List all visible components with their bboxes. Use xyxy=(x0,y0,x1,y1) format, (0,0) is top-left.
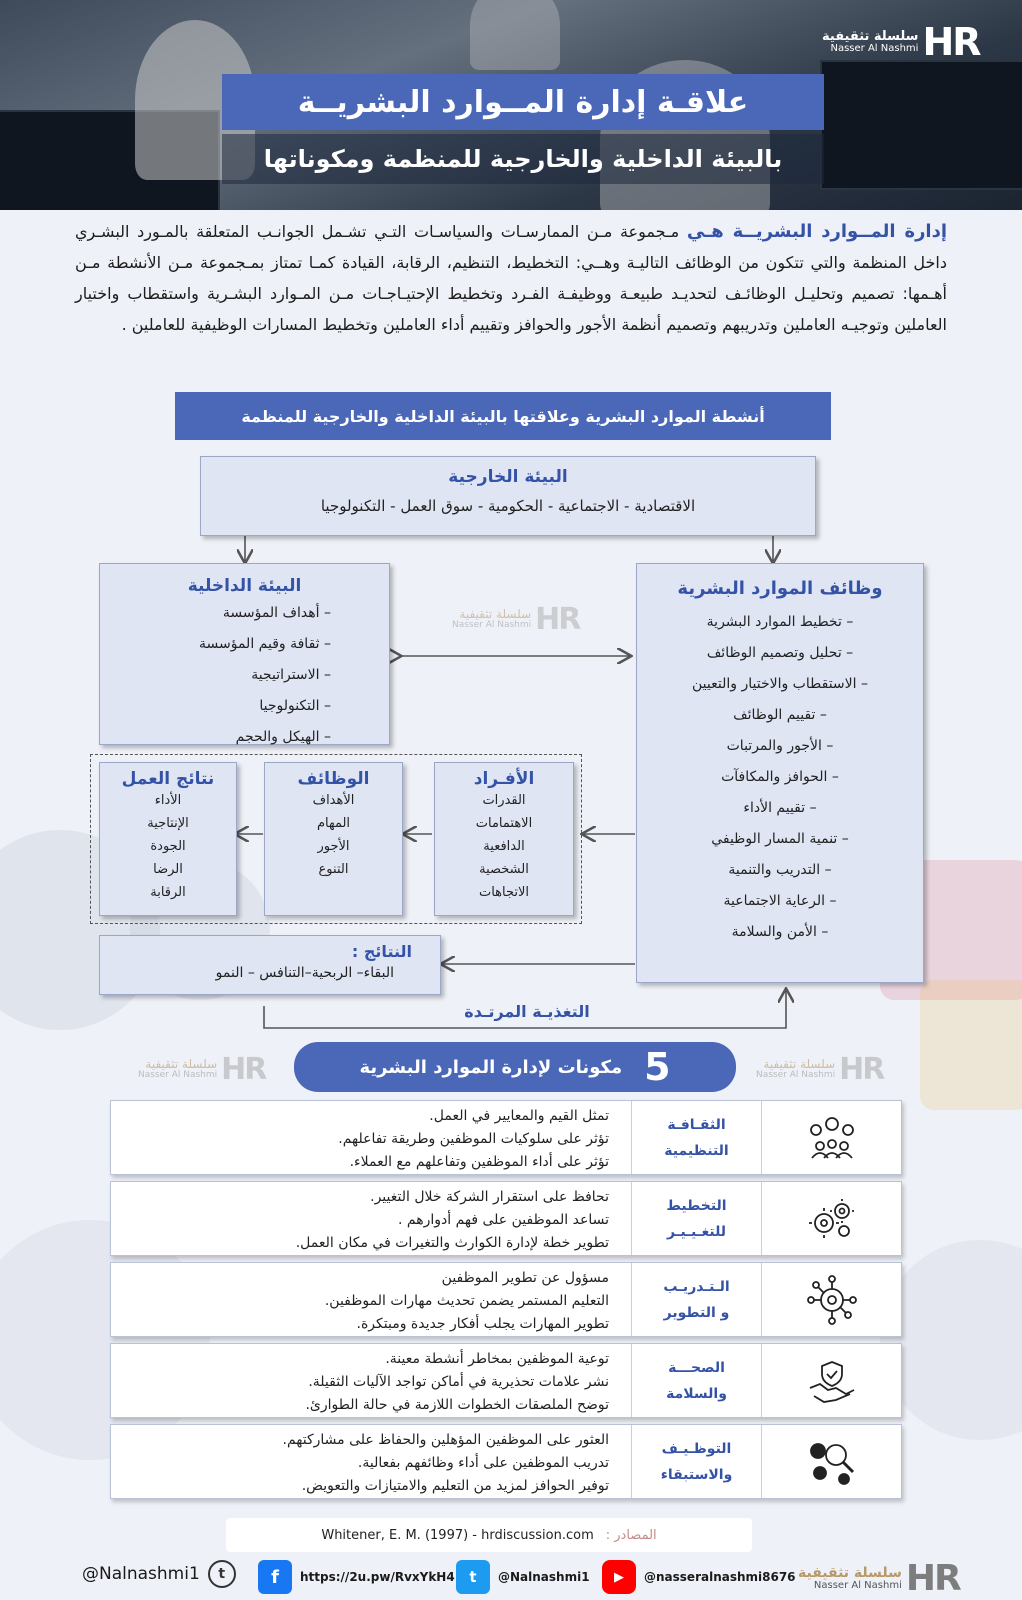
description-line: التعليم المستمر يضمن تحديث مهارات الموظفين. xyxy=(324,1293,609,1309)
component-name xyxy=(631,1101,761,1174)
list-item: – الأمن والسلامة xyxy=(731,924,829,940)
brand-english: Nasser Al Nashmi xyxy=(756,1070,836,1081)
instagram-handle[interactable]: @Nalnashmi1 xyxy=(82,1564,200,1584)
list-item: الاتجاهات xyxy=(478,885,530,900)
list-item: الرضا xyxy=(153,862,183,877)
twitter-handle[interactable]: @Nalnashmi1 xyxy=(498,1570,590,1584)
component-row xyxy=(110,1424,902,1499)
components-number: 5 xyxy=(644,1045,671,1089)
individuals-box xyxy=(434,762,574,916)
work-results-title: نتائج العمل xyxy=(121,769,215,789)
description-line: تؤثر على أداء الموظفين وتفاعلهم مع العملاء. xyxy=(349,1154,609,1170)
name-line: التوظـيـف xyxy=(661,1440,732,1457)
results-items: البقاء– الربحية–التنافس – النمو xyxy=(215,965,394,981)
description-line: تؤثر على سلوكيات الموظفين وطريقة تفاعلهم. xyxy=(338,1131,609,1147)
name-line: والسلامة xyxy=(666,1385,727,1402)
description-line: العثور على الموظفين المؤهلين والحفاظ على مشاركتهم. xyxy=(282,1432,609,1448)
brand-logo-watermark xyxy=(756,1052,883,1087)
list-item: – الهيكل والحجم xyxy=(235,729,331,745)
list-item: الدافعية xyxy=(483,839,525,854)
name-line: للتغـيـيـر xyxy=(666,1223,727,1240)
jobs-box xyxy=(264,762,403,916)
list-item: – تنمية المسار الوظيفي xyxy=(711,831,849,847)
hr-logo-icon: HR xyxy=(839,1052,884,1087)
list-item: – ثقافة وقيم المؤسسة xyxy=(199,636,331,652)
list-item: – تقييم الأداء xyxy=(743,800,817,816)
instagram-link[interactable] xyxy=(82,1560,236,1588)
gears-icon xyxy=(761,1182,901,1255)
results-title: النتائج : xyxy=(351,942,412,961)
internal-title: البيئة الداخلية xyxy=(187,576,302,596)
list-item: – الأجور والمرتبات xyxy=(726,738,834,754)
name-line: والاستبقاء xyxy=(660,1466,733,1483)
components-title: مكونات لإدارة الموارد البشرية xyxy=(359,1056,623,1078)
list-item: – تخطيط الموارد البشرية xyxy=(706,614,854,630)
facebook-link[interactable] xyxy=(258,1560,455,1594)
description-line: توعية الموظفين بمخاطر أنشطة معينة. xyxy=(385,1351,609,1367)
intro-body: مـجموعة مـن الممارسـات والسياسـات التـي تشـمل الجوانـب المتعلقة بالمـورد البشـري داخل المنظمة والتي تتكون من الوظائف التاليـة وهــي: التخطيط، التنظيم، الرقابة، القيادة كمـا تمتاز بمـجموعة مـن الأنشطة مـن أهـمها: تصميم وتحليـل الوظائـف لتحديـد طبيعـة ووظيفـة الفـرد وتخطيط الإحتيـاجـات مـن المـوارد البشـرية واستقطاب واختيار العاملين وتوجيـه العاملين وتدريبهم وتصميم أنظمة الأجور والحوافز وتقييم أداء العاملين وتخطيط المسارات الوظيفية للعاملين . xyxy=(75,222,947,334)
component-description xyxy=(111,1344,631,1417)
search-gears-icon xyxy=(761,1425,901,1498)
list-item: الأداء xyxy=(154,793,182,808)
gear-network-icon xyxy=(761,1263,901,1336)
component-description xyxy=(111,1263,631,1336)
list-item: الشخصية xyxy=(479,862,529,877)
component-row xyxy=(110,1181,902,1256)
external-items: الاقتصادية - الاجتماعية - الحكومية - سوق العمل - التكنولوجيا xyxy=(320,497,696,515)
brand-logo-watermark xyxy=(452,602,579,637)
component-row xyxy=(110,1343,902,1418)
youtube-link[interactable] xyxy=(602,1560,796,1594)
list-item: القدرات xyxy=(482,793,526,808)
components-banner xyxy=(294,1042,736,1092)
page-title: علاقـة إدارة المــوارد البشريــة xyxy=(297,84,749,120)
page-subtitle: بالبيئة الداخلية والخارجية للمنظمة ومكوناتها xyxy=(263,145,783,173)
name-line: الـتـدريـب xyxy=(663,1278,730,1295)
sources-value: Whitener, E. M. (1997) - hrdiscussion.com xyxy=(321,1527,594,1543)
component-description xyxy=(111,1182,631,1255)
brand-arabic: سلسلة تثقيفية xyxy=(459,607,532,622)
hr-functions-box xyxy=(636,563,924,983)
component-row xyxy=(110,1262,902,1337)
people-network-icon xyxy=(761,1101,901,1174)
hr-logo-icon: HR xyxy=(905,1558,960,1599)
sources-bar xyxy=(226,1518,752,1552)
results-box xyxy=(99,935,441,995)
work-results-box xyxy=(99,762,237,916)
list-item: – أهداف المؤسسة xyxy=(222,605,331,621)
component-description xyxy=(111,1425,631,1498)
name-line: التخطيط xyxy=(666,1197,727,1214)
name-line: الصحـــة xyxy=(668,1359,725,1376)
list-item: الاهتمامات xyxy=(475,816,533,831)
description-line: مسؤول عن تطوير الموظفين xyxy=(441,1270,609,1286)
sources-label: المصادر : xyxy=(605,1527,657,1543)
intro-lead: إدارة المــوارد البشريــة هـي xyxy=(686,221,948,242)
hr-logo-icon: HR xyxy=(221,1052,266,1087)
name-line: و التطوير xyxy=(663,1304,730,1321)
brand-arabic: سلسلة تثقيفية xyxy=(763,1057,836,1072)
individuals-title: الأفـراد xyxy=(473,769,535,789)
list-item: – تحليل وتصميم الوظائف xyxy=(706,645,854,661)
brand-english: Nasser Al Nashmi xyxy=(452,620,532,631)
section-title: أنشطة الموارد البشرية وعلاقتها بالبيئة الداخلية والخارجية للمنظمة xyxy=(241,406,765,426)
handshake-shield-icon xyxy=(761,1344,901,1417)
facebook-icon: f xyxy=(258,1560,292,1594)
list-item: – الاستراتيجية xyxy=(251,667,331,683)
description-line: توفير الحوافز لمزيد من التعليم والامتيازات والتعويض. xyxy=(301,1478,609,1494)
hr-functions-items xyxy=(637,607,923,948)
brand-logo-watermark xyxy=(138,1052,265,1087)
list-item: – التدريب والتنمية xyxy=(728,862,832,878)
hr-functions-title: وظائف الموارد البشرية xyxy=(677,578,883,599)
brand-logo-footer xyxy=(798,1558,960,1599)
list-item: المهام xyxy=(316,816,351,831)
name-line: الثقـافـة xyxy=(667,1116,726,1133)
name-line: التنظيمية xyxy=(664,1142,729,1159)
list-item: الأهداف xyxy=(312,793,355,808)
brand-english: Nasser Al Nashmi xyxy=(138,1070,218,1081)
brand-english: Nasser Al Nashmi xyxy=(813,1579,902,1591)
list-item: – الحوافز والمكافآت xyxy=(721,769,839,785)
twitter-icon: t xyxy=(456,1560,490,1594)
external-environment-box xyxy=(200,456,816,536)
component-description xyxy=(111,1101,631,1174)
twitter-link[interactable] xyxy=(456,1560,590,1594)
footer xyxy=(0,1556,1022,1600)
feedback-label: التغذيـة المرتـدة xyxy=(464,1002,590,1021)
internal-environment-box xyxy=(99,563,390,745)
list-item: – الاستقطاب والاختيار والتعيين xyxy=(692,676,868,692)
description-line: تطوير المهارات يجلب أفكار جديدة ومبتكرة. xyxy=(356,1316,609,1332)
description-line: تطوير خطة لإدارة الكوارث والتغيرات في مكان العمل. xyxy=(295,1235,609,1251)
list-item: التنوع xyxy=(318,862,349,877)
component-name xyxy=(631,1182,761,1255)
brand-english: Nasser Al Nashmi xyxy=(830,42,919,54)
list-item: الجودة xyxy=(150,839,186,854)
hr-logo-icon: HR xyxy=(922,20,980,64)
component-name xyxy=(631,1344,761,1417)
list-item: الأجور xyxy=(317,839,350,854)
list-item: – تقييم الوظائف xyxy=(733,707,827,723)
description-line: تدريب الموظفين على أداء وظائفهم بفعالية. xyxy=(357,1455,609,1471)
list-item: – الرعاية الاجتماعية xyxy=(723,893,837,909)
description-line: توضح الملصقات الخطوات اللازمة في حالة الطوارئ. xyxy=(305,1397,609,1413)
component-row xyxy=(110,1100,902,1175)
component-name xyxy=(631,1263,761,1336)
brand-arabic: سلسلة تثقيفية xyxy=(798,1564,902,1581)
external-title: البيئة الخارجية xyxy=(448,467,568,487)
brand-arabic: سلسلة تثقيفية xyxy=(822,28,919,44)
description-line: تمثل القيم والمعايير في العمل. xyxy=(429,1108,609,1124)
list-item: – التكنولوجيا xyxy=(259,698,331,714)
youtube-handle[interactable]: @nasseralnashmi8676 xyxy=(644,1570,796,1584)
jobs-title: الوظائف xyxy=(297,769,370,789)
list-item: الرقابة xyxy=(150,885,186,900)
brand-arabic: سلسلة تثقيفية xyxy=(145,1057,218,1072)
description-line: تحافظ على استقرار الشركة خلال التغيير. xyxy=(370,1189,609,1205)
component-name xyxy=(631,1425,761,1498)
facebook-url[interactable]: https://2u.pw/RvxYkH4 xyxy=(300,1570,455,1584)
description-line: نشر علامات تحذيرية في أماكن تواجد الآليات الثقيلة. xyxy=(308,1374,609,1390)
description-line: تساعد الموظفين على فهم أدوارهم . xyxy=(398,1212,609,1228)
list-item: الإنتاجية xyxy=(147,816,189,831)
hr-logo-icon: HR xyxy=(535,602,580,637)
internal-items xyxy=(100,598,389,753)
twitter-circle-icon: t xyxy=(208,1560,236,1588)
youtube-icon: ▶ xyxy=(602,1560,636,1594)
